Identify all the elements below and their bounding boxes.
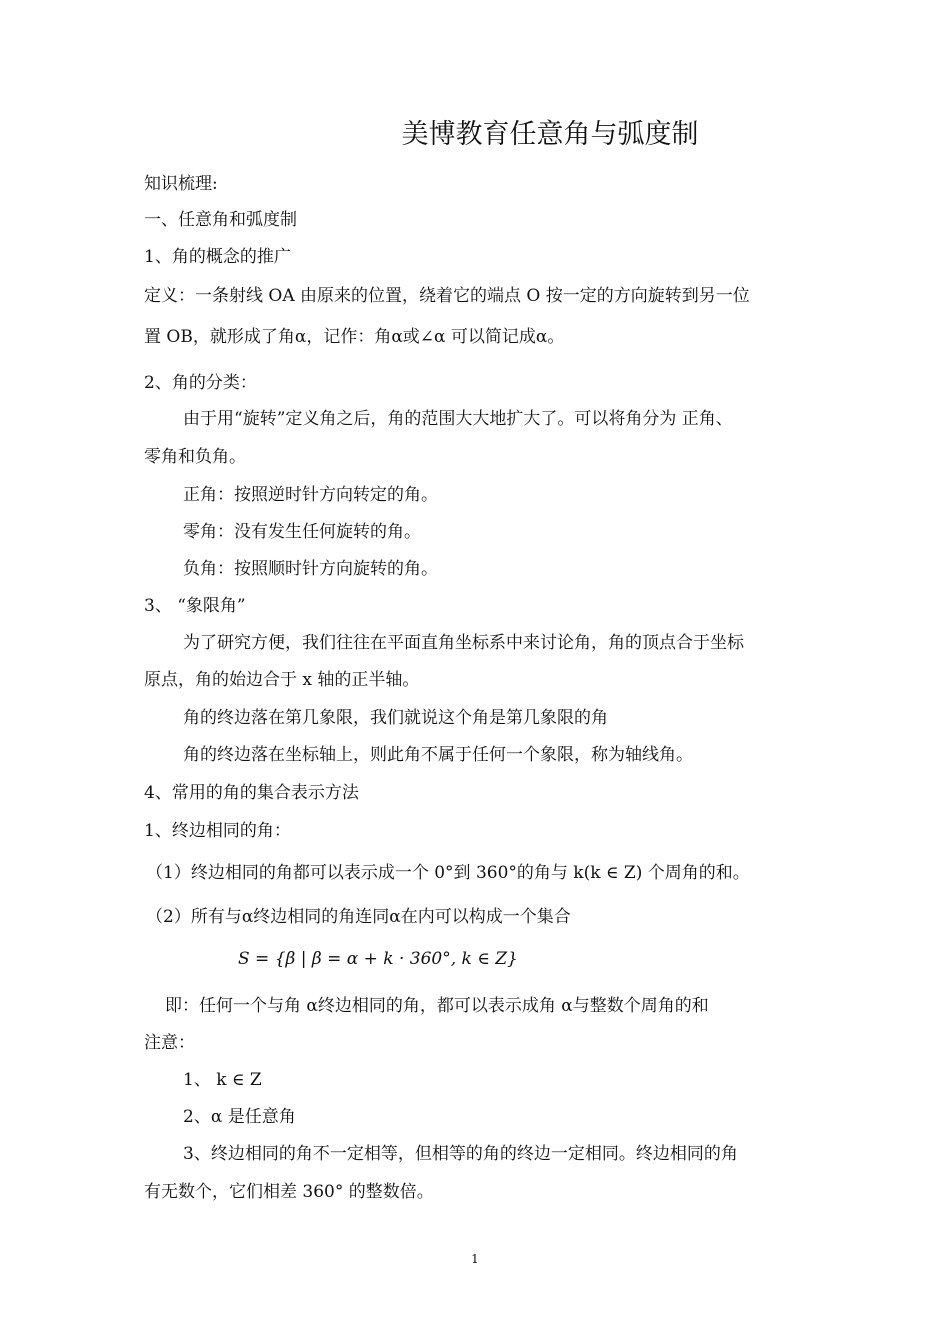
subsection-heading: 1、终边相同的角： (144, 821, 291, 841)
paragraph-line: 角的终边落在坐标轴上，则此角不属于任何一个象限，称为轴线角。 (183, 745, 693, 765)
paragraph-line: 正角：按照逆时针方向转定的角。 (183, 485, 438, 505)
paragraph-line: （1）终边相同的角都可以表示成一个 0°到 360°的角与 k(k ∈ Z) 个周角的和。 (146, 863, 750, 883)
subsection-heading: 2、角的分类： (144, 373, 257, 393)
section-heading-1: 一、任意角和弧度制 (144, 210, 297, 230)
note-item: 3、终边相同的角不一定相等，但相等的角的终边一定相同。终边相同的角 (183, 1144, 738, 1164)
paragraph-line: 零角：没有发生任何旋转的角。 (183, 522, 421, 542)
paragraph-line: 角的终边落在第几象限，我们就说这个角是第几象限的角 (183, 708, 608, 728)
section-heading-summary: 知识梳理: (144, 174, 218, 194)
paragraph-line: 原点，角的始边合于 x 轴的正半轴。 (144, 670, 420, 690)
paragraph-line: 定义：一条射线 OA 由原来的位置，绕着它的端点 O 按一定的方向旋转到另一位 (144, 286, 750, 306)
subsection-heading: 3、 “象限角” (144, 596, 246, 616)
page-title: 美博教育任意角与弧度制 (401, 119, 699, 150)
paragraph-line: 置 OB，就形成了角α，记作：角α或∠α 可以简记成α。 (144, 327, 565, 347)
subsection-heading: 1、角的概念的推广 (144, 247, 291, 267)
paragraph-line: 负角：按照顺时针方向旋转的角。 (183, 559, 438, 579)
paragraph-line: 有无数个，它们相差 360° 的整数倍。 (144, 1182, 434, 1202)
paragraph-line: 零角和负角。 (144, 447, 246, 467)
page-number: 1 (471, 1252, 479, 1266)
note-heading: 注意： (144, 1033, 195, 1053)
set-formula: S = {β | β = α + k · 360°, k ∈ Z} (238, 949, 518, 969)
paragraph-line: 为了研究方便，我们往往在平面直角坐标系中来讨论角，角的顶点合于坐标 (183, 633, 744, 653)
note-item: 1、 k ∈ Z (183, 1070, 262, 1090)
paragraph-line: 由于用“旋转”定义角之后，角的范围大大地扩大了。可以将角分为 正角、 (183, 409, 733, 429)
paragraph-line: 即：任何一个与角 α终边相同的角，都可以表示成角 α与整数个周角的和 (165, 996, 709, 1016)
subsection-heading: 4、常用的角的集合表示方法 (144, 783, 359, 803)
note-item: 2、α 是任意角 (183, 1107, 296, 1127)
paragraph-line: （2）所有与α终边相同的角连同α在内可以构成一个集合 (146, 907, 571, 927)
